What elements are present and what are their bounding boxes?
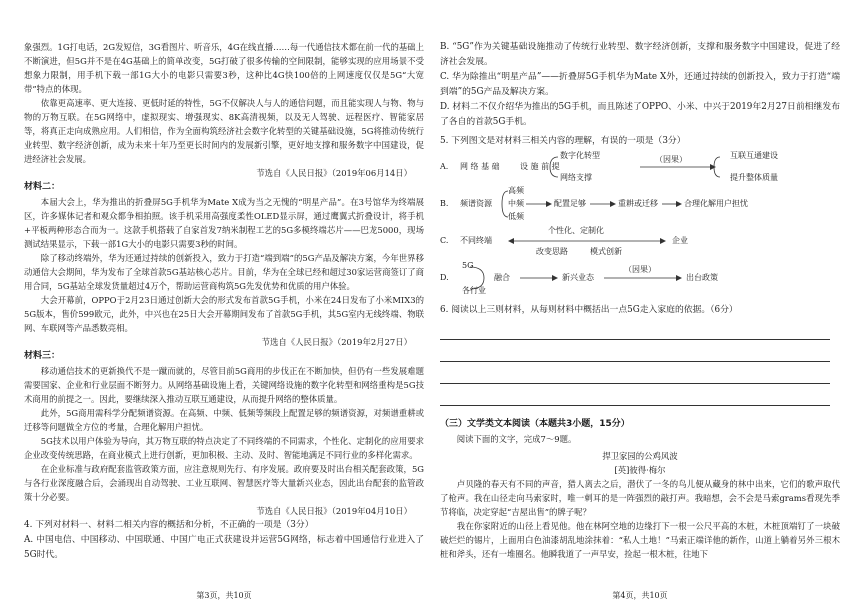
source-citation: 节选自《人民日报》（2019年04月10日） <box>256 506 412 516</box>
diagram-d-letter: D. <box>440 273 449 282</box>
right-page-body <box>440 40 840 561</box>
paragraph: 本届大会上，华为推出的折叠屏5G手机华为Mate X成为当之无愧的“明星产品”。在3号馆华为终端展区，许多媒体记者和观众都争相拍照。该手机采用高强度柔性OLED显示屏，通过鹰翼式折叠设计，将手机+平板两种形态合而为一。这款手机搭载了自家首发7纳米制程工艺的5G多模终端芯片——巴龙5000，现场测试结果显示，下载一部1G大小的电影只需要3秒的时间。 <box>24 197 424 249</box>
paragraph: 5G技术以用户体验为导向，其万物互联的特点决定了不同终端的不同需求，个性化、定制化的应用要求企业改变传统思路，在商业模式上进行创新，更加积极、主动、及时、智能地满足不同行业的多样化需求。 <box>24 436 424 460</box>
option-d: D. 材料二不仅介绍华为推出的5G手机，而且陈述了OPPO、小米、中兴于2019年2月27日前相继发布了各自的首款5G手机。 <box>440 102 840 127</box>
option-b: B. “5G”作为关键基础设施推动了传统行业转型、数字经济创新，支撑和服务数字中国建设，促进了经济社会发展。 <box>440 42 840 67</box>
diagram-d-top: 5G <box>462 261 474 270</box>
material-heading: 材料二： <box>24 182 61 192</box>
diagram-d-step-c: 出台政策 <box>686 273 718 282</box>
diagram-a-mid: 设 施 前 提 <box>520 162 560 171</box>
instruction: 阅读下面的文字，完成7～9题。 <box>456 434 577 444</box>
paragraph: 除了移动终端外，华为还通过持续的创新投入，致力于打造“端到端”的5G产品及解决方案，今年世界移动通信大会期间，华为发布了全球首款5G基站核心芯片。目前，华为在全球已经和超过30家运营商签订了商用合同，5G基站全球发货量超过4万个，帮助运营商构筑5G先发优势和优质的用户体验。 <box>24 253 424 291</box>
diagram-c-bottom-2: 模式创新 <box>590 247 622 256</box>
diagram-c-bottom-1: 改变思路 <box>536 247 568 256</box>
diagram-d <box>440 259 840 297</box>
paragraph: 移动通信技术的更新换代不是一蹴而就的，尽管目前5G商用的步伐正在不断加快，但仍有一些发展难题需要国家、企业和行业层面不断努力。从网络基础设施上看，关键网络设施的数字化转型和网络重构是5G技术商用的前提之一。因此，要继续深入推动互联互通建设，从而提升网络的整体质量。 <box>24 366 424 404</box>
diagram-a-lines <box>440 149 840 185</box>
diagram-b-mid: 中频 <box>508 199 524 208</box>
question-4: 4. 下列对材料一、材料二相关内容的概括和分析，不正确的一项是（3分） <box>24 520 314 530</box>
diagram-a-bottom: 网络支撑 <box>560 173 592 182</box>
diagram-d-reason: （因果） <box>624 265 656 274</box>
paragraph: 大会开幕前，OPPO于2月23日通过创新大会的形式发布首款5G手机，小米在24日发布了小米MIX3的5G版本，售价599欧元，此外，中兴也在25日大会开幕期间发布了首款5G手机，其5G室内无线终端、物联网、车联网等产品悉数亮相。 <box>24 295 424 333</box>
source-citation: 节选自《人民日报》（2019年2月27日） <box>261 337 412 347</box>
diagram-a-letter: A. <box>440 162 449 171</box>
option-a: A. 中国电信、中国移动、中国联通、中国广电正式获建设并运营5G网络，标志着中国通信行业进入了5G时代。 <box>24 535 424 560</box>
material-heading: 材料三： <box>24 351 61 361</box>
diagram-a-result-2: 提升整体质量 <box>730 173 778 182</box>
diagram-b-step-a: 配置足够 <box>554 199 586 208</box>
diagram-d-bottom: 各行业 <box>462 286 486 295</box>
diagram-c-letter: C. <box>440 236 449 245</box>
diagram-b-low: 低频 <box>508 212 524 221</box>
answer-line[interactable] <box>440 390 830 406</box>
paragraph: 象强烈。1G打电话，2G发短信，3G看图片、听音乐，4G在线直播……每一代通信技术都在前一代的基础上不断演进，但5G并不是在4G基础上的简单改变，5G打破了很多传输的空间限制，能够实现的应用场景不受想象力限制，用手机下载一部1G大小的电影只需要3秒，这种比4G快100倍的上网速度仅仅是5G“大宽带”特点的体现。 <box>24 42 424 94</box>
diagram-a <box>440 149 840 185</box>
diagram-b-high: 高频 <box>508 186 524 195</box>
diagram-d-step-a: 融合 <box>494 273 510 282</box>
diagram-c-left: 不同终端 <box>460 236 492 245</box>
diagram-c-lines <box>440 223 840 259</box>
diagram-c <box>440 223 840 259</box>
diagram-b <box>440 185 840 223</box>
paragraph: 我在你家附近的山径上看见他。他在林阿空地的边缘打下一根一公尺平高的木桩，木桩顶端钉了一块破破烂烂的锡片，上面用白色油漆胡乱地涂抹着：“私人土地！”马索正端详他的新作，山道上躺着另外三根木桩和斧头，还有一堆圈名。他瞬我道了一声早安，捡起一根木桩，往地下 <box>440 521 840 559</box>
diagram-b-step-b: 重耕或迁移 <box>618 199 658 208</box>
option-c: C. 华为除推出“明星产品”——折叠屏5G手机华为Mate X外，还通过持续的创新投入，致力于打造“端到端”的5G产品及解决方案。 <box>440 72 840 97</box>
section-heading: （三）文学类文本阅读（本题共3小题，15分） <box>440 419 630 429</box>
answer-line[interactable] <box>440 324 830 340</box>
diagram-a-top: 数字化转型 <box>560 151 600 160</box>
diagram-a-result-1: 互联互通建设 <box>730 151 778 160</box>
story-author: [英]彼得·梅尔 <box>614 465 666 475</box>
right-page <box>440 0 840 608</box>
paragraph: 在企业标准与政府配套监管政策方面，应注意规则先行、有序发展。政府要及时出台相关配套政策，5G与各行业深度融合后，会涌现出自动驾驶、工业互联网、智慧医疗等大量新兴业态，因此出台配套的监管政策十分必要。 <box>24 464 424 502</box>
page-footer: 第4页，共10页 <box>612 591 668 600</box>
paragraph: 此外，5G商用需科学分配频谱资源。在高频、中频、低频等频段上配置足够的频谱资源，对频谱重耕或迁移等问题做全方位的考量，合理化解用户担忧。 <box>24 408 424 432</box>
diagram-b-left: 频谱资源 <box>460 199 492 208</box>
diagram-c-right: 企业 <box>672 236 688 245</box>
left-page <box>24 0 424 608</box>
diagram-a-left: 网 络 基 础 <box>460 162 500 171</box>
diagram-a-reason: （因果） <box>655 155 687 164</box>
question-5: 5. 下列图文是对材料三相关内容的理解，有误的一项是（3分） <box>440 136 686 146</box>
left-page-body <box>24 40 424 563</box>
answer-line[interactable] <box>440 346 830 362</box>
story-title: 捍卫家园的公鸡风波 <box>602 451 678 461</box>
question-6: 6. 阅读以上三则材料，从每则材料中概括出一点5G走入家庭的依据。（6分） <box>440 305 738 315</box>
diagram-d-step-b: 新兴业态 <box>562 273 594 282</box>
source-citation: 节选自《人民日报》（2019年06月14日） <box>256 168 412 178</box>
diagram-b-letter: B. <box>440 199 449 208</box>
paragraph: 依靠更高速率、更大连接、更低时延的特性，5G不仅解决人与人的通信问题，而且能实现人与物、物与物的万物互联。在5G网络中，虚拟现实、增强现实、8K高清视频，以及无人驾驶、远程医疗、智能家居等，将真正走向成熟应用。人们相信，作为全面构筑经济社会数字化转型的关键基础设施，5G将推动传统行业转型、数字经济创新，成为未来十年乃至更长时间内的发展新引擎，更好地支撑和服务数字中国建设，促进经济社会发展。 <box>24 98 424 164</box>
diagram-b-step-c: 合理化解用户担忧 <box>684 199 748 208</box>
page-footer: 第3页，共10页 <box>196 591 252 600</box>
paragraph: 卢贝隆的春天有不同的声音，猎人离去之后，潜伏了一冬的鸟儿便从藏身的林中出来，它们的歌声取代了枪声。我在山径走向马索家时，唯一刺耳的是一阵强烈的敲打声。我暗想，会不会是马索grams看现先季节将临，决定穿起“吉屋出售”的牌子呢？ <box>440 479 840 517</box>
answer-line[interactable] <box>440 368 830 384</box>
diagram-c-top: 个性化、定制化 <box>548 226 604 235</box>
